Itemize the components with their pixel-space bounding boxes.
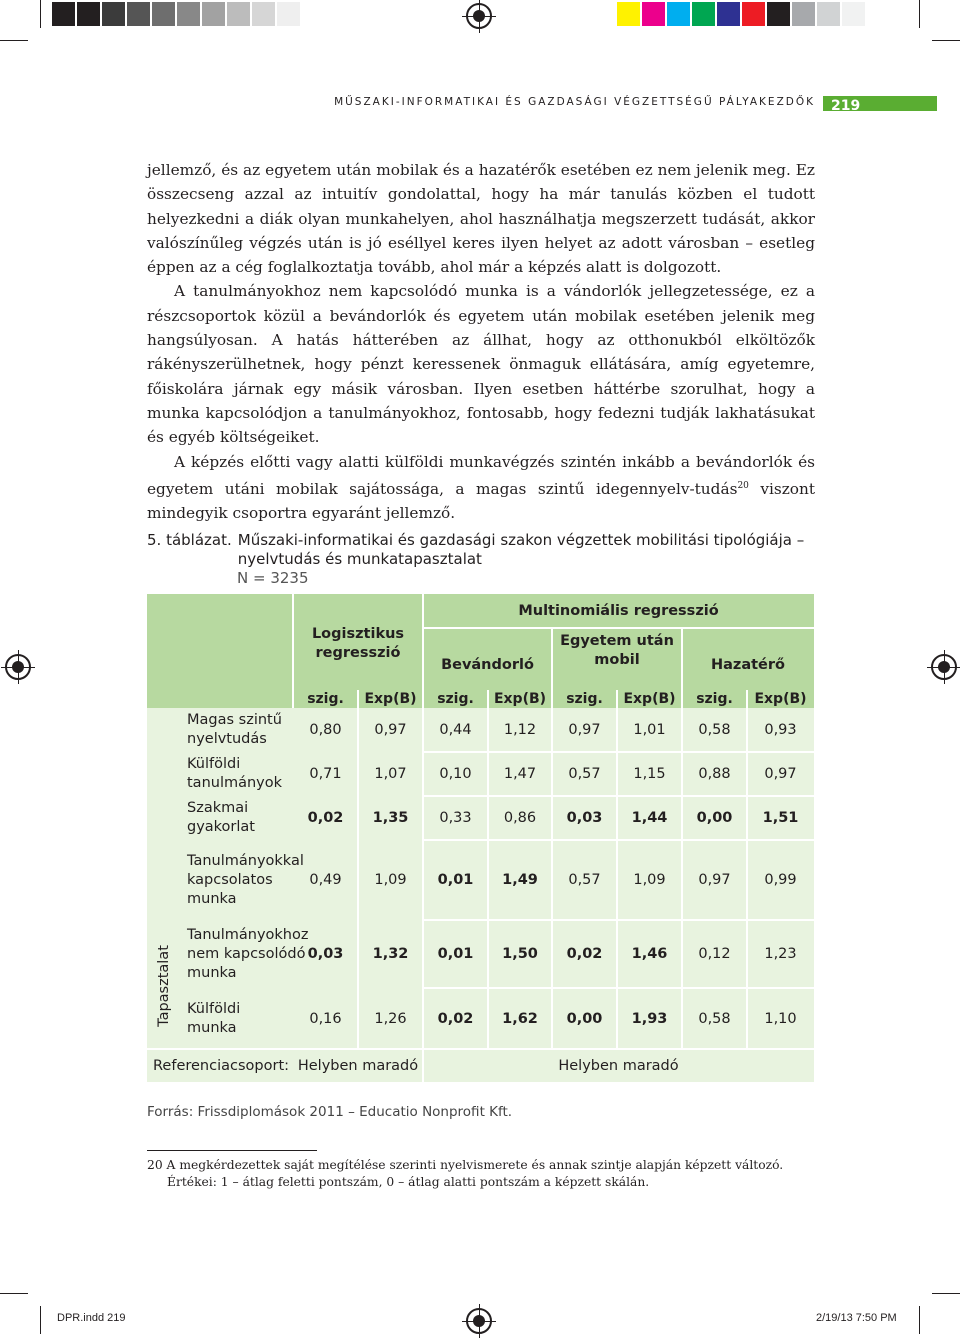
color-swatch	[642, 2, 667, 26]
table-cell: 0,10	[439, 766, 472, 782]
sub-header: Exp(B)	[754, 690, 807, 707]
crop-mark	[932, 1293, 960, 1294]
crop-mark	[919, 0, 920, 28]
table-cell: 0,88	[698, 766, 731, 782]
crop-mark	[0, 40, 28, 41]
body-text	[147, 158, 815, 526]
sub-header: szig.	[437, 690, 474, 707]
sub-header: Exp(B)	[623, 690, 676, 707]
group-header: Hazatérő	[710, 656, 786, 673]
color-swatch	[817, 2, 842, 26]
paragraph-text: A képzés előtti vagy alatti külföldi munkavégzés szintén inkább a bevándorlók és egyetem utáni mobilak sajátossága, a magas szintű idegennyelv-tudás	[147, 452, 815, 498]
color-swatch	[792, 2, 817, 26]
color-swatch	[742, 2, 767, 26]
table-cell: 0,03	[566, 810, 603, 826]
sub-header: Exp(B)	[493, 690, 547, 707]
reference-logit: Helyben maradó	[297, 1058, 419, 1074]
color-swatch	[667, 2, 692, 26]
row-label: Tanulmányokkal kapcsolatos munka	[187, 852, 304, 907]
color-swatch	[692, 2, 717, 26]
row-label: Külföldi munka	[187, 1001, 241, 1036]
table-cell: 0,71	[309, 766, 342, 782]
running-head: MŰSZAKI-INFORMATIKAI ÉS GAZDASÁGI VÉGZETTSÉGŰ PÁLYAKEZDŐK	[334, 96, 815, 108]
table-cell: 1,09	[374, 872, 407, 888]
crop-mark	[40, 1306, 41, 1334]
registration-mark-icon	[5, 654, 31, 680]
table-cell: 1,44	[631, 810, 668, 826]
sample-size: N = 3235	[237, 569, 309, 587]
table-cell: 1,47	[503, 766, 537, 782]
table-cell: 0,33	[439, 810, 472, 826]
regression-table	[147, 594, 814, 1082]
footnote-line: Értékei: 1 – átlag feletti pontszám, 0 – átlag alatti pontszám a képzett skálán.	[167, 1175, 650, 1189]
color-swatch	[717, 2, 742, 26]
paragraph: A tanulmányokhoz nem kapcsolódó munka is a vándorlók jellegzetessége, ez a részcsoportok közül a bevándorlók és egyetem után mobilak esetében jelenik meg hangsúlyosan. A hatás hátterében az állhat, hogy az otthonukból elköltözők rákényszerülhetnek, hogy pénzt keressenek önmaguk ellátására, amíg egyetemre, főiskolára járnak egy másik városban. Ilyen esetben háttérbe szorulhat, hogy a munka kapcsolódjon a tanulmányokhoz, fontosabb, hogy fedezni tudják lakhatásukat és egyéb költségeiket.	[147, 282, 815, 447]
registration-mark-icon	[466, 1308, 492, 1334]
row-label: Külföldi tanulmányok	[187, 756, 283, 791]
color-swatch	[177, 2, 202, 26]
table-cell: 1,15	[633, 766, 666, 782]
paragraph	[147, 450, 815, 526]
crop-mark	[40, 0, 41, 28]
table-cell: 1,49	[502, 872, 538, 888]
color-swatch	[52, 2, 77, 26]
color-swatch	[127, 2, 152, 26]
side-label: Tapasztalat	[156, 944, 172, 1027]
crop-mark	[932, 40, 960, 41]
table-cell: 0,93	[764, 722, 797, 738]
table-caption	[147, 531, 827, 588]
table-cell: 0,02	[307, 810, 344, 826]
table-cell: 0,49	[309, 872, 342, 888]
row-label: Magas szintű nyelvtudás	[187, 712, 282, 747]
table-cell: 1,50	[502, 946, 538, 962]
slug-datetime: 2/19/13 7:50 PM	[816, 1312, 897, 1324]
table-cell: 1,23	[764, 946, 797, 962]
color-swatch	[202, 2, 227, 26]
table-cell: 0,01	[437, 946, 474, 962]
table-cell: 0,00	[696, 810, 733, 826]
table-cell: 1,10	[764, 1011, 797, 1027]
reference-label: Referenciacsoport:	[153, 1058, 290, 1074]
table-cell: 1,93	[631, 1011, 668, 1027]
table-cell: 1,51	[762, 810, 799, 826]
table-source: Forrás: Frissdiplomások 2011 – Educatio Nonprofit Kft.	[147, 1104, 513, 1120]
crop-mark	[0, 1293, 28, 1294]
sub-header: szig.	[696, 690, 733, 707]
table-label: 5. táblázat.	[147, 531, 232, 549]
table-cell: 0,97	[764, 766, 797, 782]
table-cell: 1,46	[631, 946, 668, 962]
color-swatch	[152, 2, 177, 26]
color-swatch	[227, 2, 252, 26]
table-cell: 0,86	[503, 810, 537, 826]
table-cell: 1,09	[633, 872, 666, 888]
table-cell: 1,62	[502, 1011, 538, 1027]
table-cell: 0,57	[568, 766, 601, 782]
table-cell: 1,12	[503, 722, 537, 738]
registration-mark-icon	[931, 654, 957, 680]
table-cell: 0,80	[309, 722, 342, 738]
color-swatch	[252, 2, 277, 26]
group-header: Egyetem után mobil	[560, 633, 674, 668]
color-swatch	[842, 2, 867, 26]
color-swatch	[277, 2, 302, 26]
registration-mark-icon	[466, 3, 492, 29]
row-label: Szakmai gyakorlat	[187, 800, 255, 835]
table-cell: 0,02	[566, 946, 603, 962]
process-color-bar	[617, 2, 867, 26]
group-header: Bevándorló	[441, 656, 534, 673]
color-swatch	[102, 2, 127, 26]
paragraph-text: viszont mindegyik csoportra egyaránt jellemző.	[147, 479, 816, 523]
grayscale-color-bar	[52, 2, 302, 26]
table-cell: 1,32	[372, 946, 409, 962]
table-cell: 0,57	[568, 872, 601, 888]
table-cell: 0,16	[309, 1011, 342, 1027]
sub-header: Exp(B)	[364, 690, 417, 707]
reference-multinom: Helyben maradó	[558, 1058, 679, 1074]
table-cell: 0,00	[566, 1011, 603, 1027]
footnote-ref: 20	[737, 480, 749, 491]
table-cell: 1,35	[372, 810, 409, 826]
table-cell: 0,12	[698, 946, 731, 962]
slug-file: DPR.indd 219	[57, 1312, 126, 1324]
table-cell: 1,01	[633, 722, 666, 738]
table-cell: 0,97	[568, 722, 601, 738]
side-label-cell	[147, 708, 181, 1048]
multinom-header: Multinomiális regresszió	[518, 602, 719, 619]
footnote	[147, 1157, 827, 1191]
table-cell: 0,44	[439, 722, 472, 738]
table-cell: 0,03	[307, 946, 344, 962]
table-cell: 0,58	[698, 1011, 731, 1027]
table-cell: 0,97	[698, 872, 731, 888]
page-number: 219	[823, 96, 937, 111]
footnote-line: 20 A megkérdezettek saját megítélése szerinti nyelvismerete és annak szintje alapján képzett változó.	[147, 1158, 784, 1172]
color-swatch	[77, 2, 102, 26]
footnote-rule	[147, 1150, 317, 1151]
crop-mark	[919, 1306, 920, 1334]
logit-header: Logisztikus regresszió	[311, 626, 405, 661]
row-label: Tanulmányokhoz nem kapcsolódó munka	[187, 926, 309, 981]
color-swatch	[617, 2, 642, 26]
table-cell: 1,26	[374, 1011, 407, 1027]
table-cell: 1,07	[374, 766, 407, 782]
table-cell: 0,58	[698, 722, 731, 738]
table-cell: 0,97	[374, 722, 407, 738]
table-title: Műszaki-informatikai és gazdasági szakon végzettek mobilitási tipológiája – nyelvtudás és munkatapasztalat	[237, 531, 805, 568]
sub-header: szig.	[566, 690, 603, 707]
sub-header: szig.	[307, 690, 344, 707]
table-cell: 0,99	[764, 872, 797, 888]
color-swatch	[767, 2, 792, 26]
paragraph: jellemző, és az egyetem után mobilak és a hazatérők esetében ez nem jelenik meg. Ez összecseng azzal az intuitív gondolattal, hogy ha már tanulás közben el tudott helyezkedni a diák olyan munkahelyen, ahol használhatja megszerzett tudását, akkor valószínűleg végzés után is jó eséllyel keres ilyen helyet az adott városban – esetleg éppen az a cég foglalkoztatja tovább, ahol már a képzés alatt is dolgozott.	[147, 161, 815, 277]
table-cell: 0,01	[437, 872, 474, 888]
table-cell: 0,02	[437, 1011, 474, 1027]
